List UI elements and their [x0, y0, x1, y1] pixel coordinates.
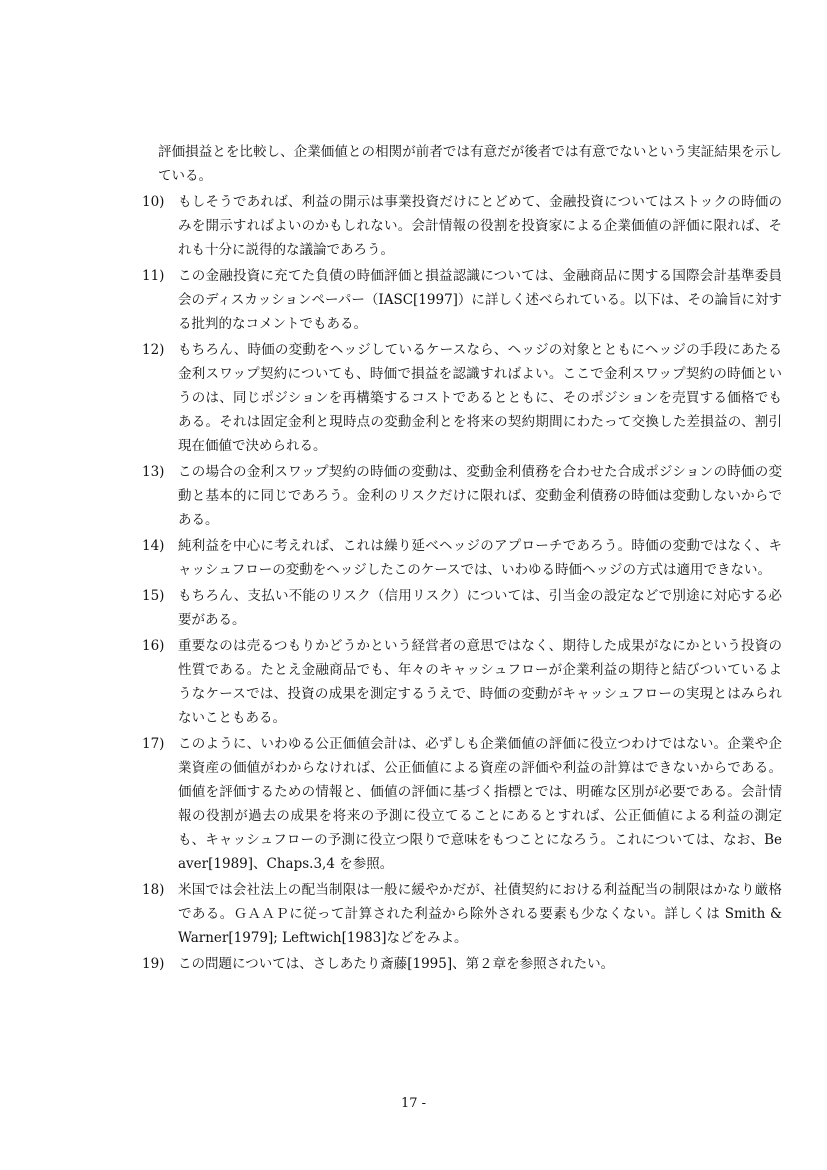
- note-number: 18): [142, 882, 165, 898]
- note-text: この場合の金利スワップ契約の時価の変動は、変動金利債務を合わせた合成ポジションの時価の変動と基本的に同じであろう。金利のリスクだけに限れば、変動金利債務の時価は変動しないからである。: [178, 464, 782, 528]
- note-text: 重要なのは売るつもりかどうかという経営者の意思ではなく、期待した成果がなにかという投資の性質である。たとえ金融商品でも、年々のキャッシュフローが企業利益の期待と結びついているようなケースでは、投資の成果を測定するうえで、時価の変動がキャッシュフローの実現とはみられないこともある。: [178, 638, 782, 726]
- note-number: 15): [142, 588, 165, 604]
- note-19: [142, 952, 782, 976]
- note-14: [142, 534, 782, 582]
- note-text: この金融投資に充てた負債の時価評価と損益認識については、金融商品に関する国際会計基準委員会のディスカッションペーパー（IASC[1997]）に詳しく述べられている。以下は、その論旨に対する批判的なコメントでもある。: [178, 268, 782, 332]
- note-text: 米国では会社法上の配当制限は一般に緩やかだが、社債契約における利益配当の制限はかなり厳格である。ＧＡＡＰに従って計算された利益から除外される要素も少なくない。詳しくは Smith & Warner[1979]; Leftwich[1983]などをみよ。: [178, 882, 782, 946]
- note-16: [142, 634, 782, 730]
- note-15: [142, 584, 782, 632]
- note-number: 17): [142, 736, 165, 752]
- note-text: 純利益を中心に考えれば、これは繰り延べヘッジのアプローチであろう。時価の変動ではなく、キャッシュフローの変動をヘッジしたこのケースでは、いわゆる時価ヘッジの方式は適用できない。: [178, 538, 782, 578]
- note-18: [142, 878, 782, 950]
- note-number: 14): [142, 538, 165, 554]
- note-continuation: [142, 140, 782, 188]
- note-11: [142, 264, 782, 336]
- note-text: もしそうであれば、利益の開示は事業投資だけにとどめて、金融投資についてはストックの時価のみを開示すればよいのかもしれない。会計情報の役割を投資家による企業価値の評価に限れば、それも十分に説得的な議論であろう。: [178, 194, 782, 258]
- note-number: 11): [142, 268, 165, 284]
- page-number: 17 -: [400, 1096, 427, 1111]
- note-number: 13): [142, 464, 165, 480]
- note-text: この問題については、さしあたり斎藤[1995]、第２章を参照されたい。: [178, 956, 615, 972]
- note-13: [142, 460, 782, 532]
- note-text: このように、いわゆる公正価値会計は、必ずしも企業価値の評価に役立つわけではない。企業や企業資産の価値がわからなければ、公正価値による資産の評価や利益の計算はできないからである。価値を評価するための情報と、価値の評価に基づく指標とでは、明確な区別が必要である。会計情報の役割が過去の成果を将来の予測に役立てることにあるとすれば、公正価値による利益の測定も、キャッシュフローの予測に役立つ限りで意味をもつことになろう。これについては、なお、Beaver[1989]、Chaps.3,4 を参照。: [178, 736, 782, 872]
- endnotes: [142, 140, 782, 978]
- note-number: 10): [142, 194, 165, 210]
- note-17: [142, 732, 782, 876]
- note-text: もちろん、時価の変動をヘッジしているケースなら、ヘッジの対象とともにヘッジの手段にあたる金利スワップ契約についても、時価で損益を認識すればよい。ここで金利スワップ契約の時価というのは、同じポジションを再構築するコストであるとともに、そのポジションを売買する価格でもある。それは固定金利と現時点の変動金利とを将来の契約期間にわたって交換した差損益の、割引現在価値で決められる。: [178, 342, 782, 454]
- note-12: [142, 338, 782, 458]
- note-number: 19): [142, 956, 165, 972]
- note-number: 12): [142, 342, 165, 358]
- note-text: 評価損益とを比較し、企業価値との相関が前者では有意だが後者では有意でないという実証結果を示している。: [158, 144, 782, 184]
- note-number: 16): [142, 638, 165, 654]
- note-10: [142, 190, 782, 262]
- note-text: もちろん、支払い不能のリスク（信用リスク）については、引当金の設定などで別途に対応する必要がある。: [178, 588, 782, 628]
